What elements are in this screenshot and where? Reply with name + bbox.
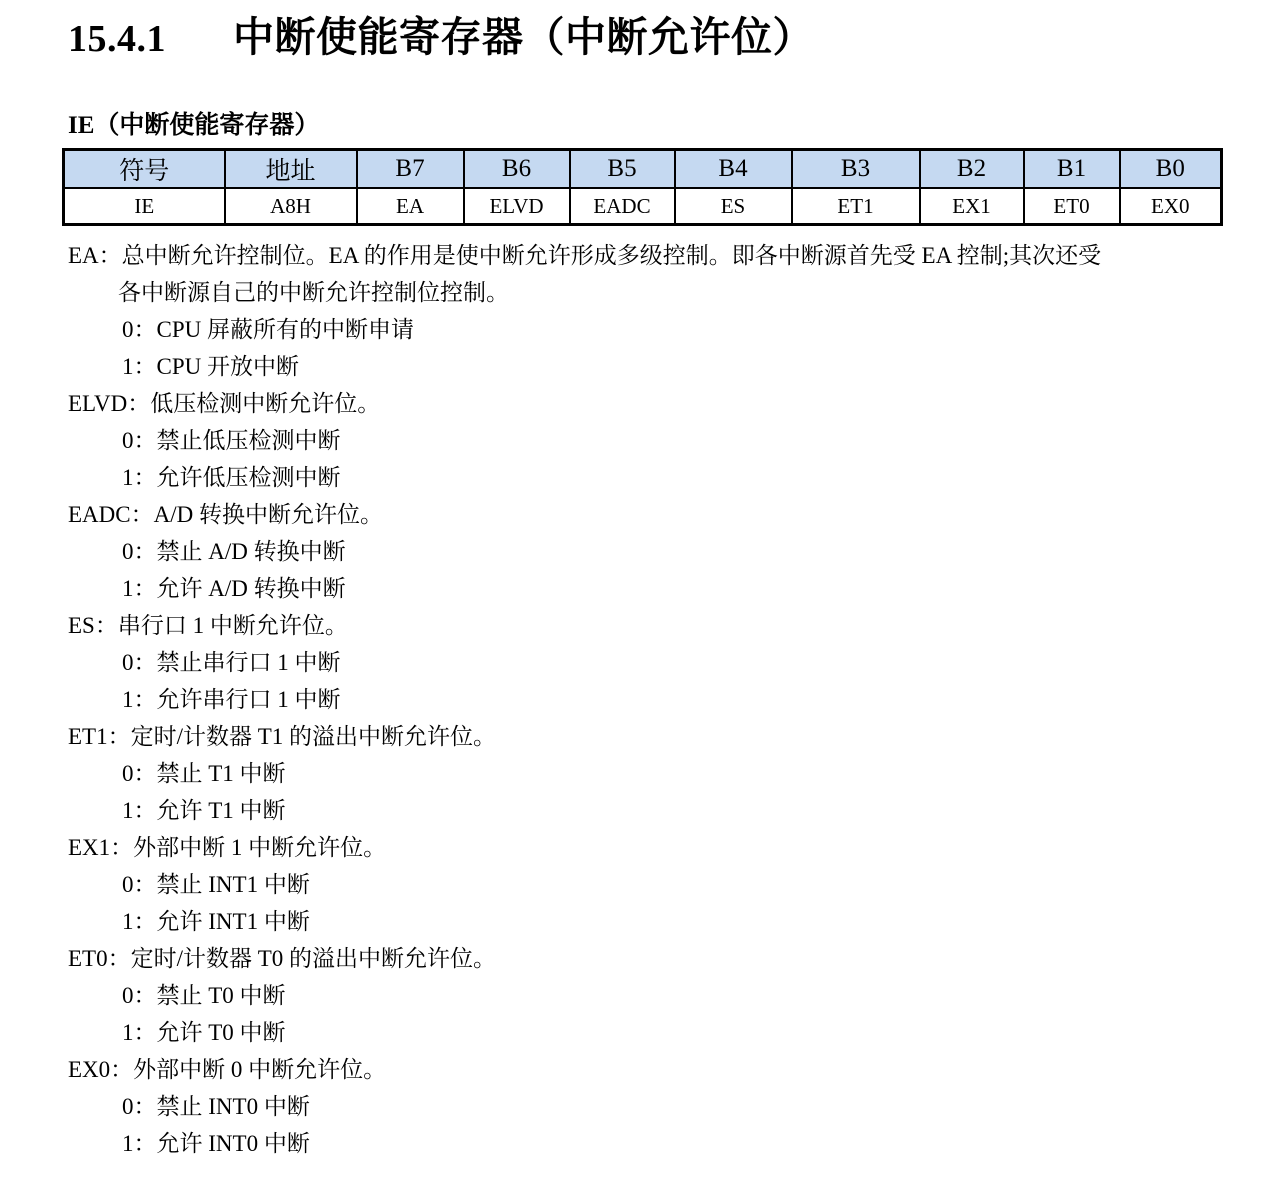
bit-option: 1：允许低压检测中断 [122,465,341,490]
bit-option: 0：禁止 INT1 中断 [122,872,310,897]
bit-desc: 串行口 1 中断允许位。 [117,613,348,638]
section-title: 中断使能寄存器（中断允许位） [233,14,814,60]
bit-desc: 定时/计数器 T0 的溢出中断允许位。 [130,946,497,971]
table-header-row [64,150,1222,189]
cell-b5: EADC [570,188,675,225]
cell-b0: EX0 [1120,188,1222,225]
bit-label: EX0： [68,1057,134,1082]
bit-option: 0：禁止 INT0 中断 [122,1094,310,1119]
bit-option: 1：允许 T1 中断 [122,798,286,823]
bit-option: 1：允许 A/D 转换中断 [122,576,346,601]
bit-label: EADC： [68,502,154,527]
header-cell-b6: B6 [464,150,570,189]
bit-option: 0：禁止 T0 中断 [122,983,286,1008]
bit-definition-elvd [68,385,1213,422]
header-cell-b7: B7 [357,150,464,189]
bit-definition-ex1 [68,829,1213,866]
header-cell-b0: B0 [1120,150,1222,189]
bit-label: ET0： [68,946,131,971]
bit-option: 1：允许 INT1 中断 [122,909,310,934]
bit-definition-eadc [68,496,1213,533]
section-heading [68,0,1268,64]
bit-definition-et1 [68,718,1213,755]
bit-option: 1：允许 T0 中断 [122,1020,286,1045]
header-cell-b2: B2 [920,150,1024,189]
bit-desc: A/D 转换中断允许位。 [153,502,383,527]
bit-label: ES： [68,613,118,638]
bit-desc: 低压检测中断允许位。 [150,391,381,416]
bit-label: ELVD： [68,391,151,416]
section-number: 15.4.1 [68,18,166,60]
register-table [62,148,1223,226]
bit-option: 0：禁止 T1 中断 [122,761,286,786]
bit-definition-es [68,607,1213,644]
bit-definition-ea [68,237,1213,274]
header-cell-symbol: 符号 [64,150,225,189]
bit-option: 0：禁止低压检测中断 [122,428,341,453]
register-caption: IE（中断使能寄存器） [68,111,320,139]
bit-desc-continuation: 各中断源自己的中断允许控制位控制。 [118,280,509,305]
cell-b3: ET1 [792,188,920,225]
bit-definition-list [68,237,1213,1162]
cell-b2: EX1 [920,188,1024,225]
table-data-row [64,188,1222,225]
cell-b6: ELVD [464,188,570,225]
header-cell-b5: B5 [570,150,675,189]
header-cell-address: 地址 [225,150,357,189]
bit-definition-et0 [68,940,1213,977]
bit-label: EX1： [68,835,134,860]
bit-option: 0：CPU 屏蔽所有的中断申请 [122,317,414,342]
cell-b7: EA [357,188,464,225]
header-cell-b3: B3 [792,150,920,189]
cell-symbol: IE [64,188,225,225]
bit-option: 0：禁止 A/D 转换中断 [122,539,346,564]
cell-b1: ET0 [1024,188,1120,225]
header-cell-b4: B4 [675,150,792,189]
bit-desc: 外部中断 1 中断允许位。 [133,835,387,860]
bit-desc: 外部中断 0 中断允许位。 [133,1057,387,1082]
bit-option: 1：允许串行口 1 中断 [122,687,341,712]
cell-b4: ES [675,188,792,225]
bit-label: EA： [68,243,122,268]
cell-address: A8H [225,188,357,225]
bit-option: 1：CPU 开放中断 [122,354,299,379]
bit-definition-ex0 [68,1051,1213,1088]
bit-desc: 定时/计数器 T1 的溢出中断允许位。 [130,724,497,749]
bit-desc: 总中断允许控制位。EA 的作用是使中断允许形成多级控制。即各中断源首先受 EA 控制;其次还受 [121,243,1102,268]
bit-option: 0：禁止串行口 1 中断 [122,650,341,675]
bit-option: 1：允许 INT0 中断 [122,1131,310,1156]
bit-label: ET1： [68,724,131,749]
header-cell-b1: B1 [1024,150,1120,189]
